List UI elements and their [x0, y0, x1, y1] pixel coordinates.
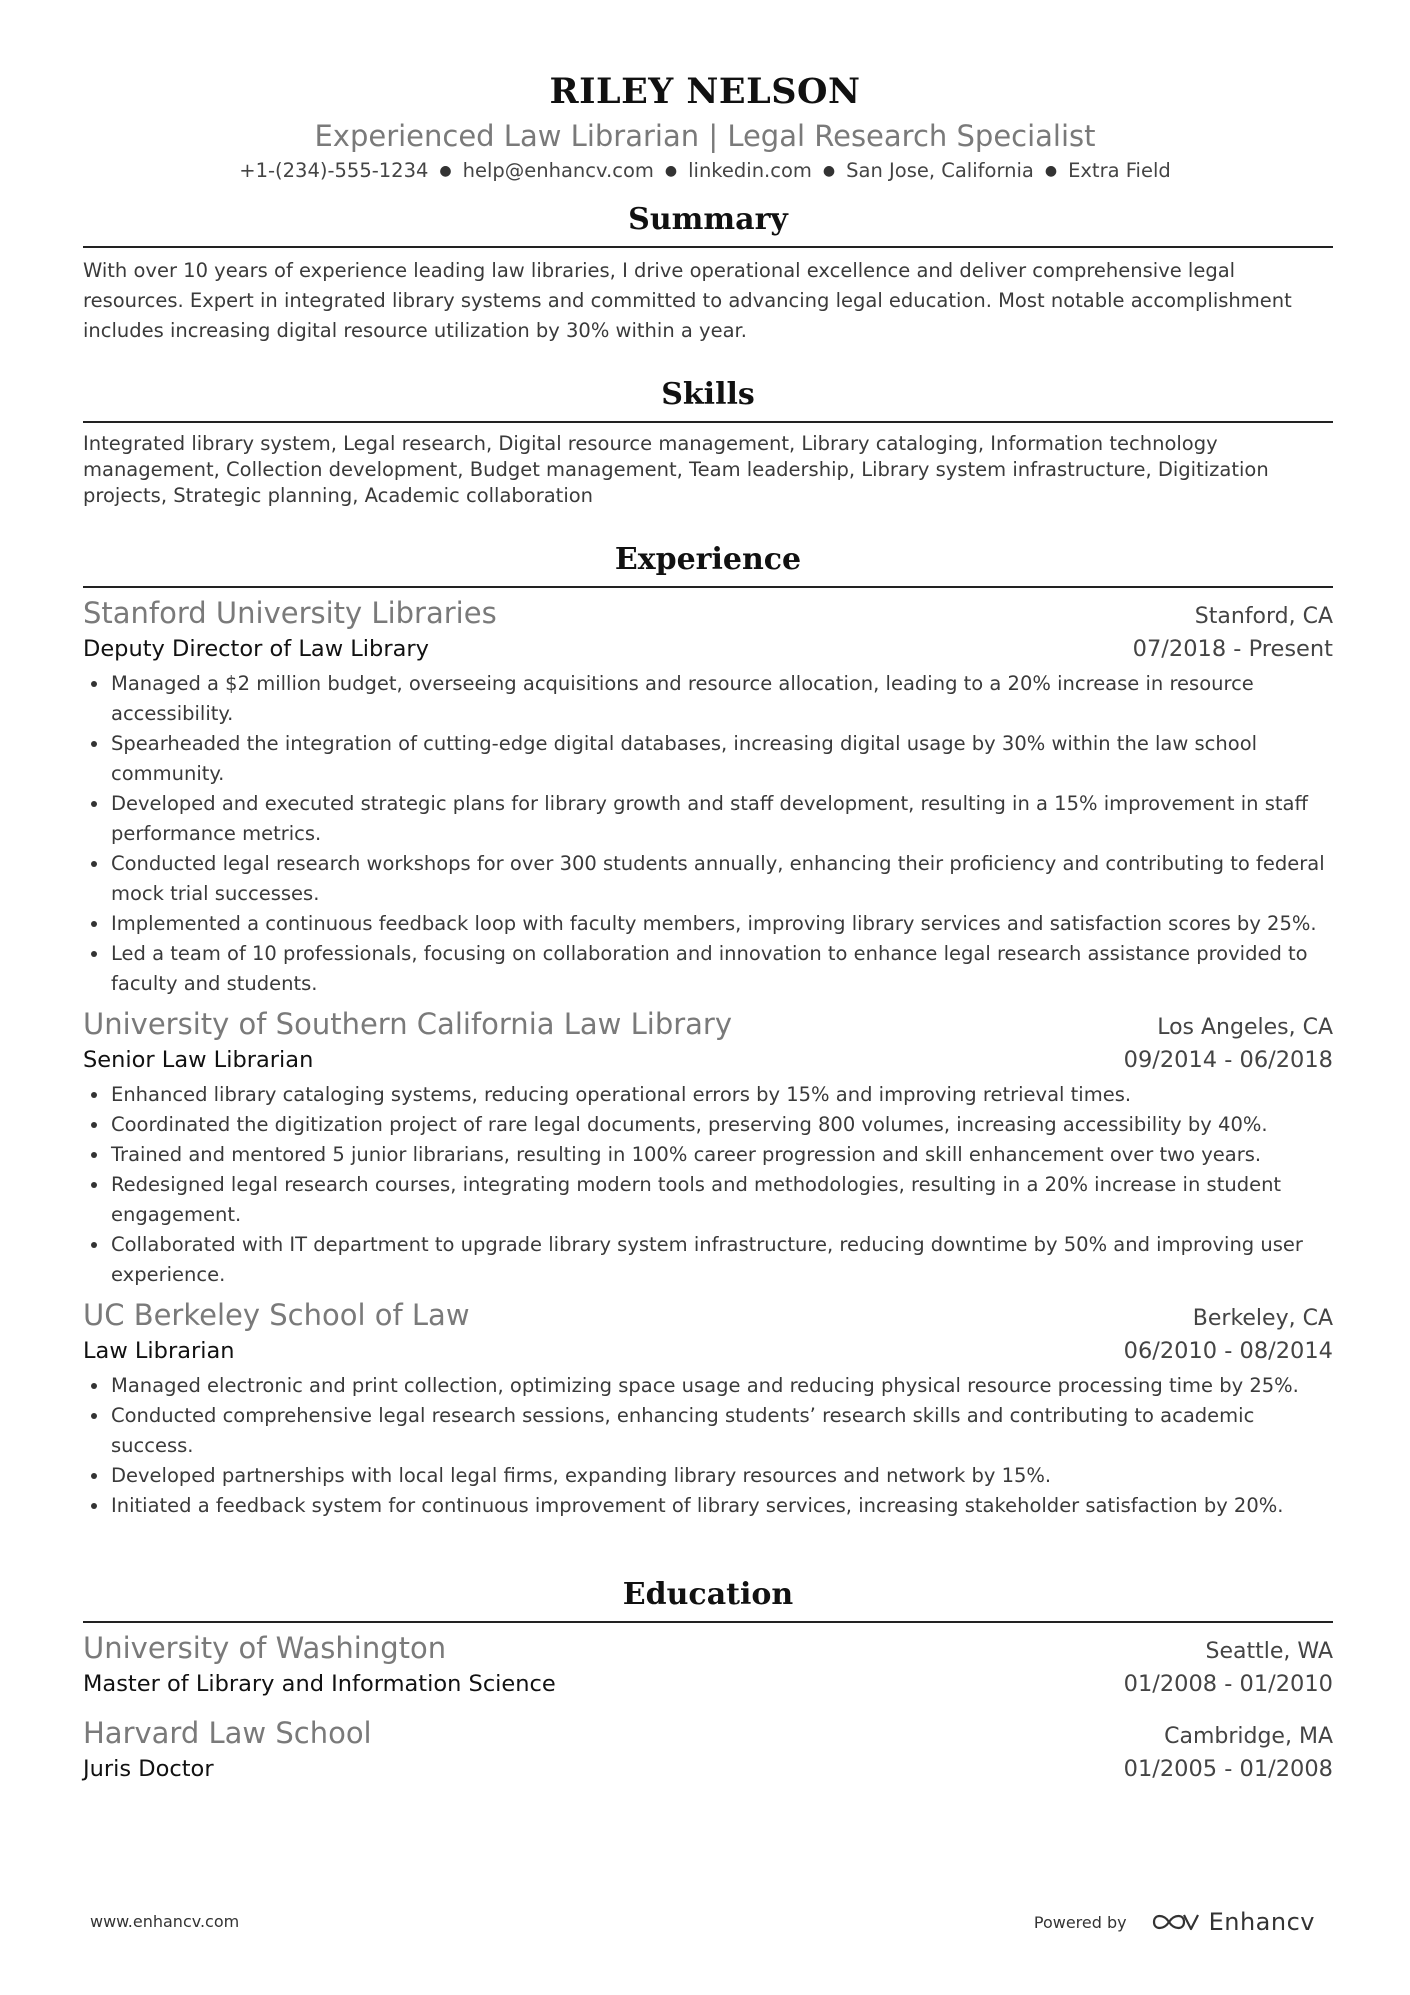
achievement-item: Conducted comprehensive legal research sessions, enhancing students’ research skills and contributing to academic success.	[83, 1401, 1333, 1461]
powered-by-badge[interactable]	[1034, 1908, 1315, 1936]
footer-website-link[interactable]: www.enhancv.com	[90, 1912, 240, 1931]
achievement-item: Initiated a feedback system for continuous improvement of library services, increasing stakeholder satisfaction by 20%.	[83, 1491, 1333, 1521]
job-dates: 06/2010 - 08/2014	[1123, 1338, 1333, 1364]
achievement-item: Conducted legal research workshops for over 300 students annually, enhancing their proficiency and contributing to federal mock trial successes.	[83, 849, 1333, 909]
degree-name: Master of Library and Information Science	[83, 1671, 556, 1697]
experience-entry	[83, 1005, 1333, 1290]
education-entry	[83, 1714, 1333, 1785]
degree-name: Juris Doctor	[83, 1756, 214, 1782]
employer-name: University of Southern California Law Library	[83, 1007, 733, 1041]
employer-name: UC Berkeley School of Law	[83, 1298, 470, 1332]
section-title-education: Education	[622, 1577, 794, 1612]
achievement-item: Implemented a continuous feedback loop with faculty members, improving library services and satisfaction scores by 25%.	[83, 909, 1333, 939]
employer-name: Stanford University Libraries	[83, 596, 497, 630]
achievement-item: Spearheaded the integration of cutting-edge digital databases, increasing digital usage by 30% within the law school community.	[83, 729, 1333, 789]
section-title-skills: Skills	[661, 377, 755, 412]
achievement-item: Developed partnerships with local legal firms, expanding library resources and network by 15%.	[83, 1461, 1333, 1491]
powered-by-label: Powered by	[1033, 1912, 1127, 1932]
section-divider	[83, 1621, 1333, 1623]
achievement-item: Collaborated with IT department to upgrade library system infrastructure, reducing downtime by 50% and improving user experience.	[83, 1230, 1333, 1290]
bullet-separator: ●	[1044, 163, 1058, 179]
enhancv-logo-text: Enhancv	[1208, 1908, 1315, 1936]
section-title-summary: Summary	[628, 202, 788, 237]
achievement-list	[83, 669, 1333, 999]
education-dates: 01/2008 - 01/2010	[1123, 1671, 1333, 1697]
job-dates: 07/2018 - Present	[1132, 636, 1333, 662]
page-footer	[90, 1908, 1315, 1938]
achievement-list	[83, 1371, 1333, 1521]
contact-line	[0, 156, 1410, 186]
achievement-item: Coordinated the digitization project of rare legal documents, preserving 800 volumes, increasing accessibility by 40%.	[83, 1110, 1333, 1140]
achievement-list	[83, 1080, 1333, 1290]
section-divider	[83, 421, 1333, 423]
summary-section	[83, 200, 1333, 346]
contact-phone: +1-(234)-555-1234	[239, 159, 429, 182]
school-name: Harvard Law School	[83, 1716, 372, 1750]
experience-entry	[83, 594, 1333, 999]
achievement-item: Trained and mentored 5 junior librarians, resulting in 100% career progression and skill enhancement over two years.	[83, 1140, 1333, 1170]
school-location: Cambridge, MA	[1164, 1724, 1333, 1749]
experience-entry	[83, 1296, 1333, 1521]
candidate-name: RILEY NELSON	[549, 71, 861, 112]
section-divider	[83, 586, 1333, 588]
enhancv-logo-icon	[1151, 1909, 1201, 1935]
job-location: Los Angeles, CA	[1157, 1015, 1333, 1040]
candidate-headline: Experienced Law Librarian | Legal Research Specialist	[314, 119, 1096, 153]
job-title: Senior Law Librarian	[83, 1047, 314, 1073]
resume-header	[0, 68, 1410, 186]
skills-section	[83, 375, 1333, 509]
achievement-item: Managed a $2 million budget, overseeing acquisitions and resource allocation, leading to a 20% increase in resource accessibility.	[83, 669, 1333, 729]
achievement-item: Developed and executed strategic plans for library growth and staff development, resulting in a 15% improvement in staff performance metrics.	[83, 789, 1333, 849]
contact-email[interactable]: help@enhancv.com	[462, 159, 654, 182]
education-dates: 01/2005 - 01/2008	[1123, 1756, 1333, 1782]
job-location: Berkeley, CA	[1192, 1306, 1333, 1331]
achievement-item: Redesigned legal research courses, integrating modern tools and methodologies, resulting in a 20% increase in student engagement.	[83, 1170, 1333, 1230]
contact-linkedin[interactable]: linkedin.com	[688, 159, 812, 182]
achievement-item: Led a team of 10 professionals, focusing on collaboration and innovation to enhance legal research assistance provided to faculty and students.	[83, 939, 1333, 999]
contact-extra-field: Extra Field	[1068, 159, 1171, 182]
summary-text: With over 10 years of experience leading law libraries, I drive operational excellence and deliver comprehensive legal resources. Expert in integrated library systems and committed to advancing legal education. Most notable accomplishment includes increasing digital resource utilization by 30% within a year.	[83, 259, 1292, 342]
experience-section	[83, 540, 1333, 1521]
school-name: University of Washington	[83, 1631, 447, 1665]
section-divider	[83, 246, 1333, 248]
contact-location: San Jose, California	[846, 159, 1034, 182]
achievement-item: Managed electronic and print collection, optimizing space usage and reducing physical resource processing time by 25%.	[83, 1371, 1333, 1401]
education-section	[83, 1575, 1333, 1785]
achievement-item: Enhanced library cataloging systems, reducing operational errors by 15% and improving retrieval times.	[83, 1080, 1333, 1110]
education-entry	[83, 1629, 1333, 1700]
bullet-separator: ●	[439, 163, 452, 179]
bullet-separator: ●	[822, 163, 836, 179]
job-dates: 09/2014 - 06/2018	[1123, 1047, 1333, 1073]
section-title-experience: Experience	[614, 542, 802, 577]
job-title: Law Librarian	[83, 1338, 235, 1364]
bullet-separator: ●	[664, 163, 678, 179]
school-location: Seattle, WA	[1205, 1639, 1333, 1664]
skills-text: Integrated library system, Legal research, Digital resource management, Library cataloging, Information technology management, Collection development, Budget management, Team leadership, Library system infrastructure, Digitization projects, Strategic planning, Academic collaboration	[83, 432, 1269, 507]
job-title: Deputy Director of Law Library	[83, 636, 429, 662]
job-location: Stanford, CA	[1194, 604, 1333, 629]
